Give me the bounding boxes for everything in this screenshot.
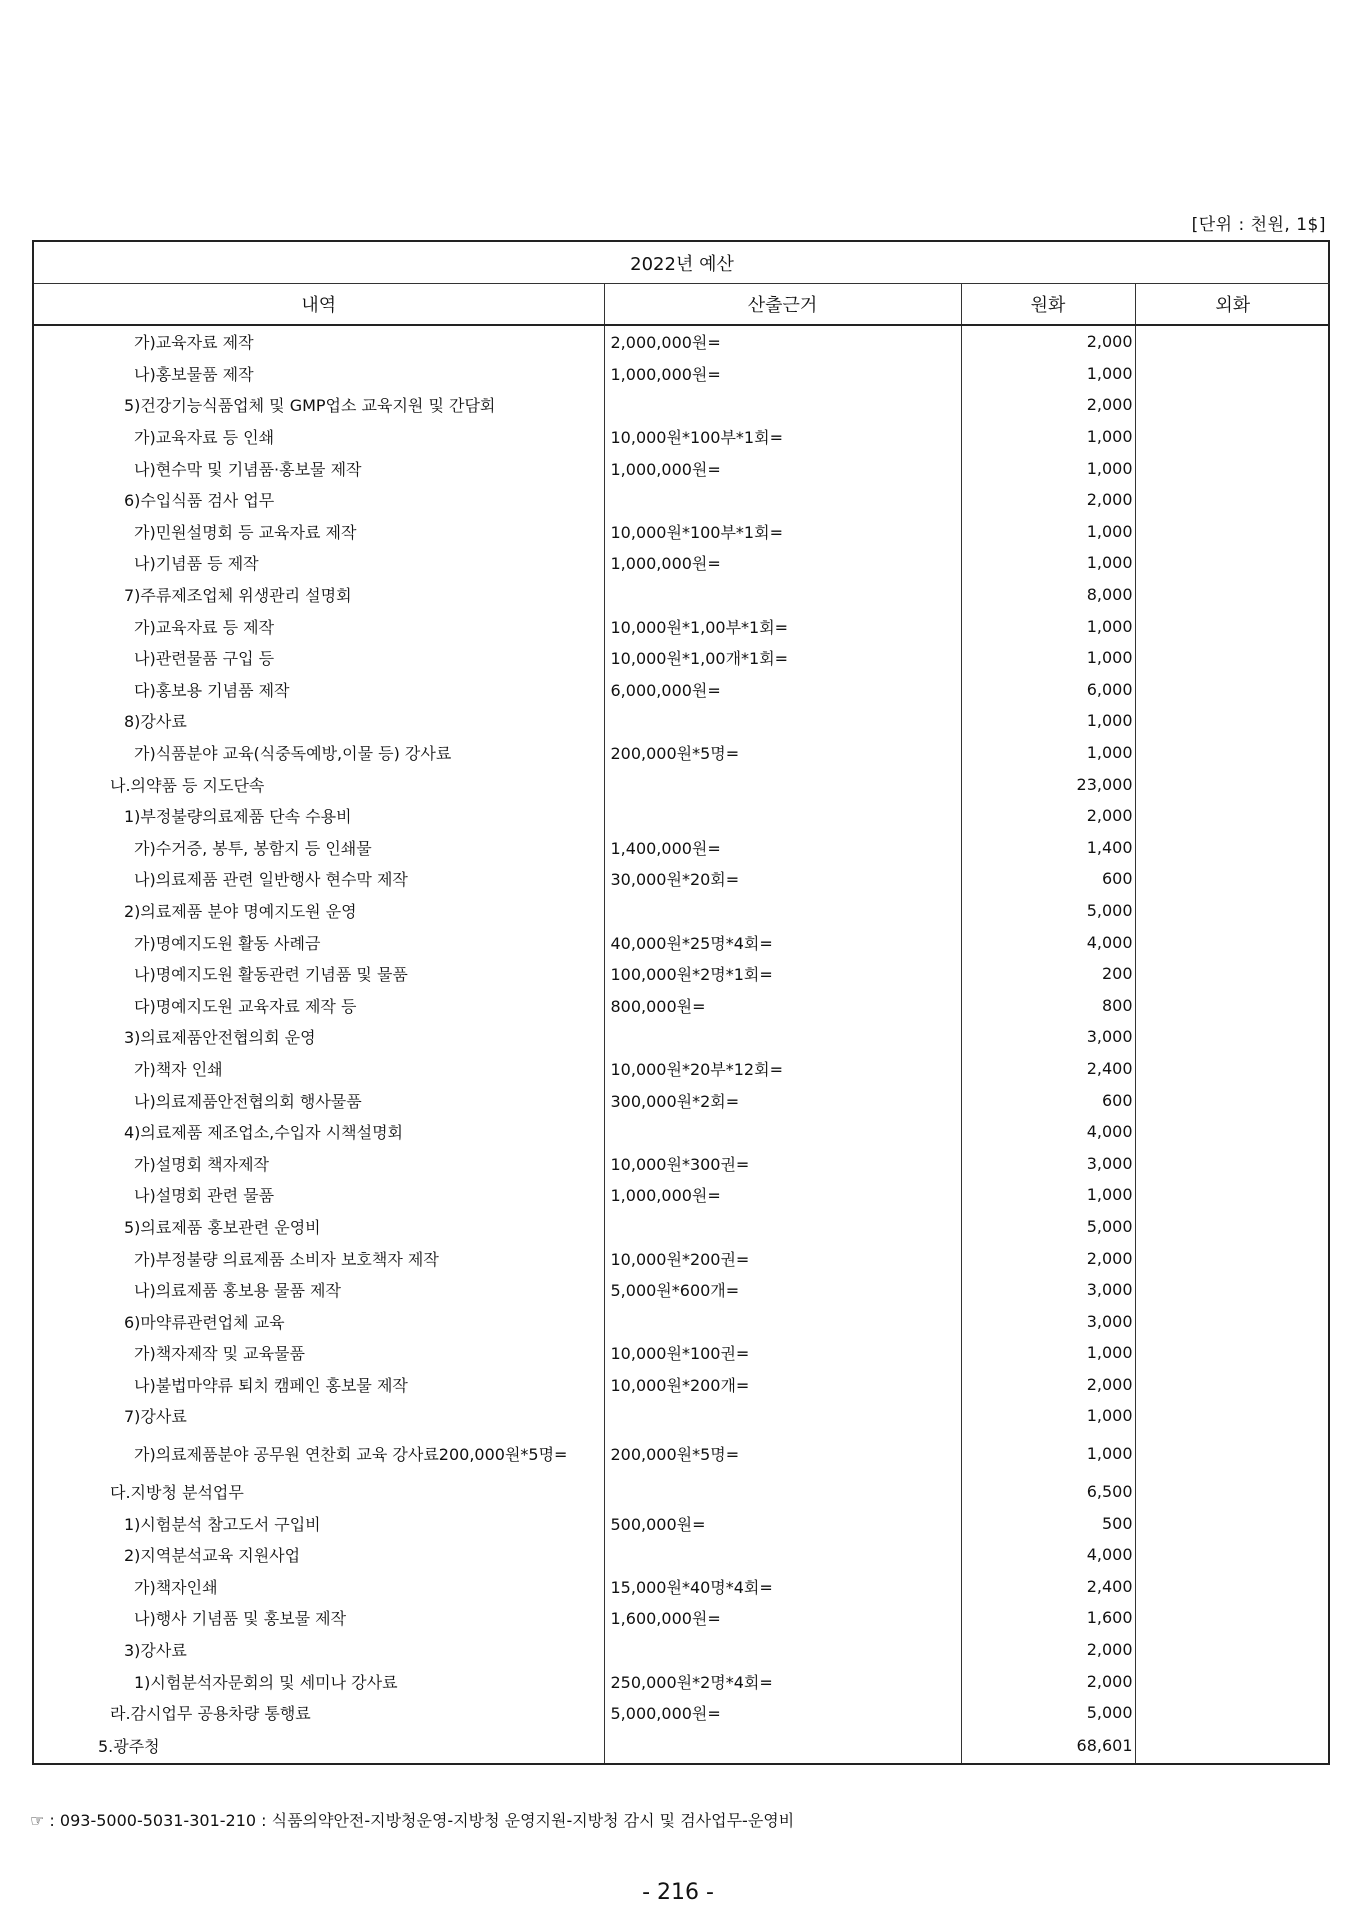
table-row bbox=[34, 610, 1330, 642]
cell-basis: 1,600,000원= bbox=[604, 1602, 961, 1634]
cell-item: 7)주류제조업체 위생관리 설명회 bbox=[34, 579, 604, 611]
cell-fx bbox=[1135, 1729, 1330, 1763]
table-title: 2022년 예산 bbox=[34, 242, 1330, 284]
cell-krw: 2,000 bbox=[961, 389, 1135, 421]
table-row bbox=[34, 1697, 1330, 1729]
cell-item: 6)수입식품 검사 업무 bbox=[34, 484, 604, 516]
cell-fx bbox=[1135, 547, 1330, 579]
cell-basis: 250,000원*2명*4회= bbox=[604, 1665, 961, 1697]
cell-krw: 6,000 bbox=[961, 674, 1135, 706]
footnote: ☞ : 093-5000-5031-301-210 : 식품의약안전-지방청운영-지방청 운영지원-지방청 감시 및 검사업무-운영비 bbox=[30, 1811, 795, 1830]
cell-basis bbox=[604, 705, 961, 737]
cell-item: 1)시험분석 참고도서 구입비 bbox=[34, 1507, 604, 1539]
cell-krw: 8,000 bbox=[961, 579, 1135, 611]
cell-item: 나)의료제품 홍보용 물품 제작 bbox=[34, 1274, 604, 1306]
header-item: 내역 bbox=[34, 284, 604, 326]
cell-basis bbox=[604, 1634, 961, 1666]
cell-item: 5.광주청 bbox=[34, 1729, 604, 1763]
cell-fx bbox=[1135, 1053, 1330, 1085]
table-row bbox=[34, 1084, 1330, 1116]
cell-item: 5)건강기능식품업체 및 GMP업소 교육지원 및 간담회 bbox=[34, 389, 604, 421]
cell-krw: 1,400 bbox=[961, 832, 1135, 864]
cell-krw: 800 bbox=[961, 989, 1135, 1021]
cell-krw: 1,000 bbox=[961, 737, 1135, 769]
cell-fx bbox=[1135, 1369, 1330, 1401]
cell-krw: 68,601 bbox=[961, 1729, 1135, 1763]
table-row bbox=[34, 1274, 1330, 1306]
cell-krw: 1,000 bbox=[961, 1400, 1135, 1432]
table-row bbox=[34, 452, 1330, 484]
cell-item: 5)의료제품 홍보관련 운영비 bbox=[34, 1211, 604, 1243]
cell-basis bbox=[604, 800, 961, 832]
cell-fx bbox=[1135, 737, 1330, 769]
cell-item: 나)의료제품 관련 일반행사 현수막 제작 bbox=[34, 863, 604, 895]
cell-fx bbox=[1135, 421, 1330, 453]
cell-item: 가)교육자료 제작 bbox=[34, 325, 604, 358]
table-row bbox=[34, 1602, 1330, 1634]
table-row bbox=[34, 1571, 1330, 1603]
cell-item: 나.의약품 등 지도단속 bbox=[34, 768, 604, 800]
cell-krw: 2,400 bbox=[961, 1571, 1135, 1603]
cell-krw: 1,000 bbox=[961, 358, 1135, 390]
cell-fx bbox=[1135, 674, 1330, 706]
header-fx: 외화 bbox=[1135, 284, 1330, 326]
cell-basis: 40,000원*25명*4회= bbox=[604, 926, 961, 958]
cell-fx bbox=[1135, 1571, 1330, 1603]
table-row bbox=[34, 1665, 1330, 1697]
cell-fx bbox=[1135, 1432, 1330, 1476]
cell-krw: 1,600 bbox=[961, 1602, 1135, 1634]
cell-fx bbox=[1135, 1400, 1330, 1432]
cell-fx bbox=[1135, 1242, 1330, 1274]
page-number: - 216 - bbox=[642, 1880, 714, 1905]
cell-fx bbox=[1135, 1116, 1330, 1148]
cell-fx bbox=[1135, 1179, 1330, 1211]
table-row bbox=[34, 895, 1330, 927]
table-row bbox=[34, 1432, 1330, 1476]
cell-basis: 10,000원*300권= bbox=[604, 1147, 961, 1179]
cell-item: 가)설명회 책자제작 bbox=[34, 1147, 604, 1179]
cell-item: 가)의료제품분야 공무원 연찬회 교육 강사료200,000원*5명= bbox=[34, 1432, 604, 1476]
cell-item: 가)수거증, 봉투, 봉함지 등 인쇄물 bbox=[34, 832, 604, 864]
cell-fx bbox=[1135, 1305, 1330, 1337]
cell-item: 2)지역분석교육 지원사업 bbox=[34, 1539, 604, 1571]
cell-item: 가)책자인쇄 bbox=[34, 1571, 604, 1603]
cell-fx bbox=[1135, 1274, 1330, 1306]
cell-basis: 300,000원*2회= bbox=[604, 1084, 961, 1116]
table-row bbox=[34, 926, 1330, 958]
unit-label: [단위 : 천원, 1$] bbox=[1191, 215, 1326, 235]
cell-krw: 4,000 bbox=[961, 1539, 1135, 1571]
cell-basis: 10,000원*100부*1회= bbox=[604, 421, 961, 453]
cell-item: 나)의료제품안전협의회 행사물품 bbox=[34, 1084, 604, 1116]
table-row bbox=[34, 674, 1330, 706]
cell-fx bbox=[1135, 579, 1330, 611]
table-row bbox=[34, 579, 1330, 611]
cell-basis: 200,000원*5명= bbox=[604, 737, 961, 769]
cell-fx bbox=[1135, 1634, 1330, 1666]
cell-krw: 23,000 bbox=[961, 768, 1135, 800]
cell-basis: 200,000원*5명= bbox=[604, 1432, 961, 1476]
cell-fx bbox=[1135, 895, 1330, 927]
cell-basis: 5,000원*600개= bbox=[604, 1274, 961, 1306]
cell-item: 나)불법마약류 퇴치 캠페인 홍보물 제작 bbox=[34, 1369, 604, 1401]
cell-krw: 3,000 bbox=[961, 1305, 1135, 1337]
cell-krw: 1,000 bbox=[961, 1432, 1135, 1476]
table-row bbox=[34, 642, 1330, 674]
cell-item: 다)홍보용 기념품 제작 bbox=[34, 674, 604, 706]
table-row bbox=[34, 516, 1330, 548]
cell-basis bbox=[604, 1400, 961, 1432]
cell-item: 가)교육자료 등 제작 bbox=[34, 610, 604, 642]
cell-basis: 10,000원*20부*12회= bbox=[604, 1053, 961, 1085]
cell-krw: 2,000 bbox=[961, 484, 1135, 516]
cell-fx bbox=[1135, 452, 1330, 484]
table-row bbox=[34, 737, 1330, 769]
table-row bbox=[34, 958, 1330, 990]
cell-item: 나)설명회 관련 물품 bbox=[34, 1179, 604, 1211]
cell-basis bbox=[604, 1116, 961, 1148]
cell-basis: 5,000,000원= bbox=[604, 1697, 961, 1729]
cell-fx bbox=[1135, 389, 1330, 421]
cell-krw: 1,000 bbox=[961, 547, 1135, 579]
cell-krw: 1,000 bbox=[961, 610, 1135, 642]
table-row bbox=[34, 1147, 1330, 1179]
cell-krw: 5,000 bbox=[961, 895, 1135, 927]
table-row bbox=[34, 1021, 1330, 1053]
cell-fx bbox=[1135, 1084, 1330, 1116]
cell-fx bbox=[1135, 989, 1330, 1021]
cell-fx bbox=[1135, 800, 1330, 832]
cell-fx bbox=[1135, 642, 1330, 674]
table-row bbox=[34, 863, 1330, 895]
cell-fx bbox=[1135, 958, 1330, 990]
cell-item: 가)교육자료 등 인쇄 bbox=[34, 421, 604, 453]
cell-krw: 6,500 bbox=[961, 1476, 1135, 1508]
header-krw: 원화 bbox=[961, 284, 1135, 326]
cell-basis: 1,000,000원= bbox=[604, 358, 961, 390]
cell-fx bbox=[1135, 1507, 1330, 1539]
cell-krw: 3,000 bbox=[961, 1021, 1135, 1053]
cell-krw: 2,000 bbox=[961, 1242, 1135, 1274]
cell-item: 나)현수막 및 기념품·홍보물 제작 bbox=[34, 452, 604, 484]
cell-krw: 4,000 bbox=[961, 1116, 1135, 1148]
cell-fx bbox=[1135, 1665, 1330, 1697]
cell-item: 3)강사료 bbox=[34, 1634, 604, 1666]
cell-basis bbox=[604, 579, 961, 611]
table-row bbox=[34, 768, 1330, 800]
cell-item: 가)식품분야 교육(식중독예방,이물 등) 강사료 bbox=[34, 737, 604, 769]
cell-basis bbox=[604, 1729, 961, 1763]
cell-krw: 5,000 bbox=[961, 1211, 1135, 1243]
cell-fx bbox=[1135, 863, 1330, 895]
cell-krw: 2,000 bbox=[961, 325, 1135, 358]
cell-basis: 10,000원*1,00개*1회= bbox=[604, 642, 961, 674]
cell-krw: 1,000 bbox=[961, 1179, 1135, 1211]
cell-krw: 200 bbox=[961, 958, 1135, 990]
cell-item: 나)행사 기념품 및 홍보물 제작 bbox=[34, 1602, 604, 1634]
cell-basis bbox=[604, 1476, 961, 1508]
budget-table bbox=[32, 240, 1330, 1765]
table-row bbox=[34, 1305, 1330, 1337]
table-row bbox=[34, 389, 1330, 421]
table-row bbox=[34, 547, 1330, 579]
cell-basis: 15,000원*40명*4회= bbox=[604, 1571, 961, 1603]
cell-basis: 6,000,000원= bbox=[604, 674, 961, 706]
cell-item: 가)부정불량 의료제품 소비자 보호책자 제작 bbox=[34, 1242, 604, 1274]
table-row bbox=[34, 1539, 1330, 1571]
cell-item: 1)부정불량의료제품 단속 수용비 bbox=[34, 800, 604, 832]
cell-basis bbox=[604, 1021, 961, 1053]
cell-item: 7)강사료 bbox=[34, 1400, 604, 1432]
cell-fx bbox=[1135, 1021, 1330, 1053]
cell-krw: 1,000 bbox=[961, 705, 1135, 737]
table-row bbox=[34, 1211, 1330, 1243]
cell-item: 나)관련물품 구입 등 bbox=[34, 642, 604, 674]
cell-fx bbox=[1135, 516, 1330, 548]
cell-fx bbox=[1135, 1211, 1330, 1243]
cell-fx bbox=[1135, 926, 1330, 958]
table-row bbox=[34, 1179, 1330, 1211]
cell-basis: 2,000,000원= bbox=[604, 325, 961, 358]
table-row bbox=[34, 358, 1330, 390]
table-row bbox=[34, 1729, 1330, 1763]
cell-basis: 500,000원= bbox=[604, 1507, 961, 1539]
table-row bbox=[34, 800, 1330, 832]
cell-krw: 1,000 bbox=[961, 516, 1135, 548]
cell-krw: 2,400 bbox=[961, 1053, 1135, 1085]
cell-krw: 600 bbox=[961, 863, 1135, 895]
header-basis: 산출근거 bbox=[604, 284, 961, 326]
cell-fx bbox=[1135, 1476, 1330, 1508]
cell-fx bbox=[1135, 832, 1330, 864]
table-body bbox=[34, 325, 1330, 1763]
cell-fx bbox=[1135, 325, 1330, 358]
table-row bbox=[34, 1369, 1330, 1401]
cell-basis: 800,000원= bbox=[604, 989, 961, 1021]
cell-basis: 1,000,000원= bbox=[604, 452, 961, 484]
table-row bbox=[34, 1053, 1330, 1085]
cell-item: 6)마약류관련업체 교육 bbox=[34, 1305, 604, 1337]
cell-krw: 4,000 bbox=[961, 926, 1135, 958]
cell-basis: 100,000원*2명*1회= bbox=[604, 958, 961, 990]
cell-fx bbox=[1135, 1697, 1330, 1729]
cell-basis: 10,000원*100권= bbox=[604, 1337, 961, 1369]
table-row bbox=[34, 421, 1330, 453]
cell-krw: 3,000 bbox=[961, 1147, 1135, 1179]
cell-fx bbox=[1135, 1147, 1330, 1179]
cell-krw: 2,000 bbox=[961, 1665, 1135, 1697]
cell-basis bbox=[604, 895, 961, 927]
cell-fx bbox=[1135, 484, 1330, 516]
cell-basis bbox=[604, 1211, 961, 1243]
cell-basis: 1,000,000원= bbox=[604, 1179, 961, 1211]
cell-item: 4)의료제품 제조업소,수입자 시책설명회 bbox=[34, 1116, 604, 1148]
cell-basis bbox=[604, 484, 961, 516]
table-row bbox=[34, 832, 1330, 864]
cell-fx bbox=[1135, 1602, 1330, 1634]
cell-fx bbox=[1135, 610, 1330, 642]
cell-fx bbox=[1135, 1539, 1330, 1571]
table-row bbox=[34, 1242, 1330, 1274]
cell-basis bbox=[604, 768, 961, 800]
table-row bbox=[34, 1634, 1330, 1666]
cell-fx bbox=[1135, 768, 1330, 800]
cell-krw: 1,000 bbox=[961, 452, 1135, 484]
cell-krw: 1,000 bbox=[961, 642, 1135, 674]
cell-basis bbox=[604, 1305, 961, 1337]
table-row bbox=[34, 1116, 1330, 1148]
cell-item: 2)의료제품 분야 명예지도원 운영 bbox=[34, 895, 604, 927]
cell-item: 나)기념품 등 제작 bbox=[34, 547, 604, 579]
table-row bbox=[34, 325, 1330, 358]
table-row bbox=[34, 1507, 1330, 1539]
cell-basis: 10,000원*200권= bbox=[604, 1242, 961, 1274]
cell-krw: 1,000 bbox=[961, 1337, 1135, 1369]
table-row bbox=[34, 989, 1330, 1021]
cell-item: 가)명예지도원 활동 사례금 bbox=[34, 926, 604, 958]
cell-item: 나)명예지도원 활동관련 기념품 및 물품 bbox=[34, 958, 604, 990]
cell-krw: 3,000 bbox=[961, 1274, 1135, 1306]
cell-item: 8)강사료 bbox=[34, 705, 604, 737]
cell-fx bbox=[1135, 705, 1330, 737]
cell-item: 가)책자제작 및 교육물품 bbox=[34, 1337, 604, 1369]
table-row bbox=[34, 705, 1330, 737]
cell-basis: 30,000원*20회= bbox=[604, 863, 961, 895]
cell-item: 나)홍보물품 제작 bbox=[34, 358, 604, 390]
cell-basis: 10,000원*100부*1회= bbox=[604, 516, 961, 548]
cell-krw: 1,000 bbox=[961, 421, 1135, 453]
table-row bbox=[34, 484, 1330, 516]
cell-item: 가)책자 인쇄 bbox=[34, 1053, 604, 1085]
cell-krw: 500 bbox=[961, 1507, 1135, 1539]
cell-basis bbox=[604, 389, 961, 421]
cell-item: 1)시험분석자문회의 및 세미나 강사료 bbox=[34, 1665, 604, 1697]
cell-krw: 2,000 bbox=[961, 1369, 1135, 1401]
table-row bbox=[34, 1400, 1330, 1432]
table-row bbox=[34, 1337, 1330, 1369]
cell-basis: 1,400,000원= bbox=[604, 832, 961, 864]
cell-krw: 2,000 bbox=[961, 1634, 1135, 1666]
cell-basis bbox=[604, 1539, 961, 1571]
cell-item: 3)의료제품안전협의회 운영 bbox=[34, 1021, 604, 1053]
cell-item: 라.감시업무 공용차량 통행료 bbox=[34, 1697, 604, 1729]
cell-basis: 1,000,000원= bbox=[604, 547, 961, 579]
table-row bbox=[34, 1476, 1330, 1508]
cell-krw: 5,000 bbox=[961, 1697, 1135, 1729]
cell-krw: 2,000 bbox=[961, 800, 1135, 832]
cell-basis: 10,000원*1,00부*1회= bbox=[604, 610, 961, 642]
cell-item: 다)명예지도원 교육자료 제작 등 bbox=[34, 989, 604, 1021]
cell-item: 가)민원설명회 등 교육자료 제작 bbox=[34, 516, 604, 548]
cell-fx bbox=[1135, 1337, 1330, 1369]
cell-basis: 10,000원*200개= bbox=[604, 1369, 961, 1401]
cell-item: 다.지방청 분석업무 bbox=[34, 1476, 604, 1508]
cell-krw: 600 bbox=[961, 1084, 1135, 1116]
cell-fx bbox=[1135, 358, 1330, 390]
